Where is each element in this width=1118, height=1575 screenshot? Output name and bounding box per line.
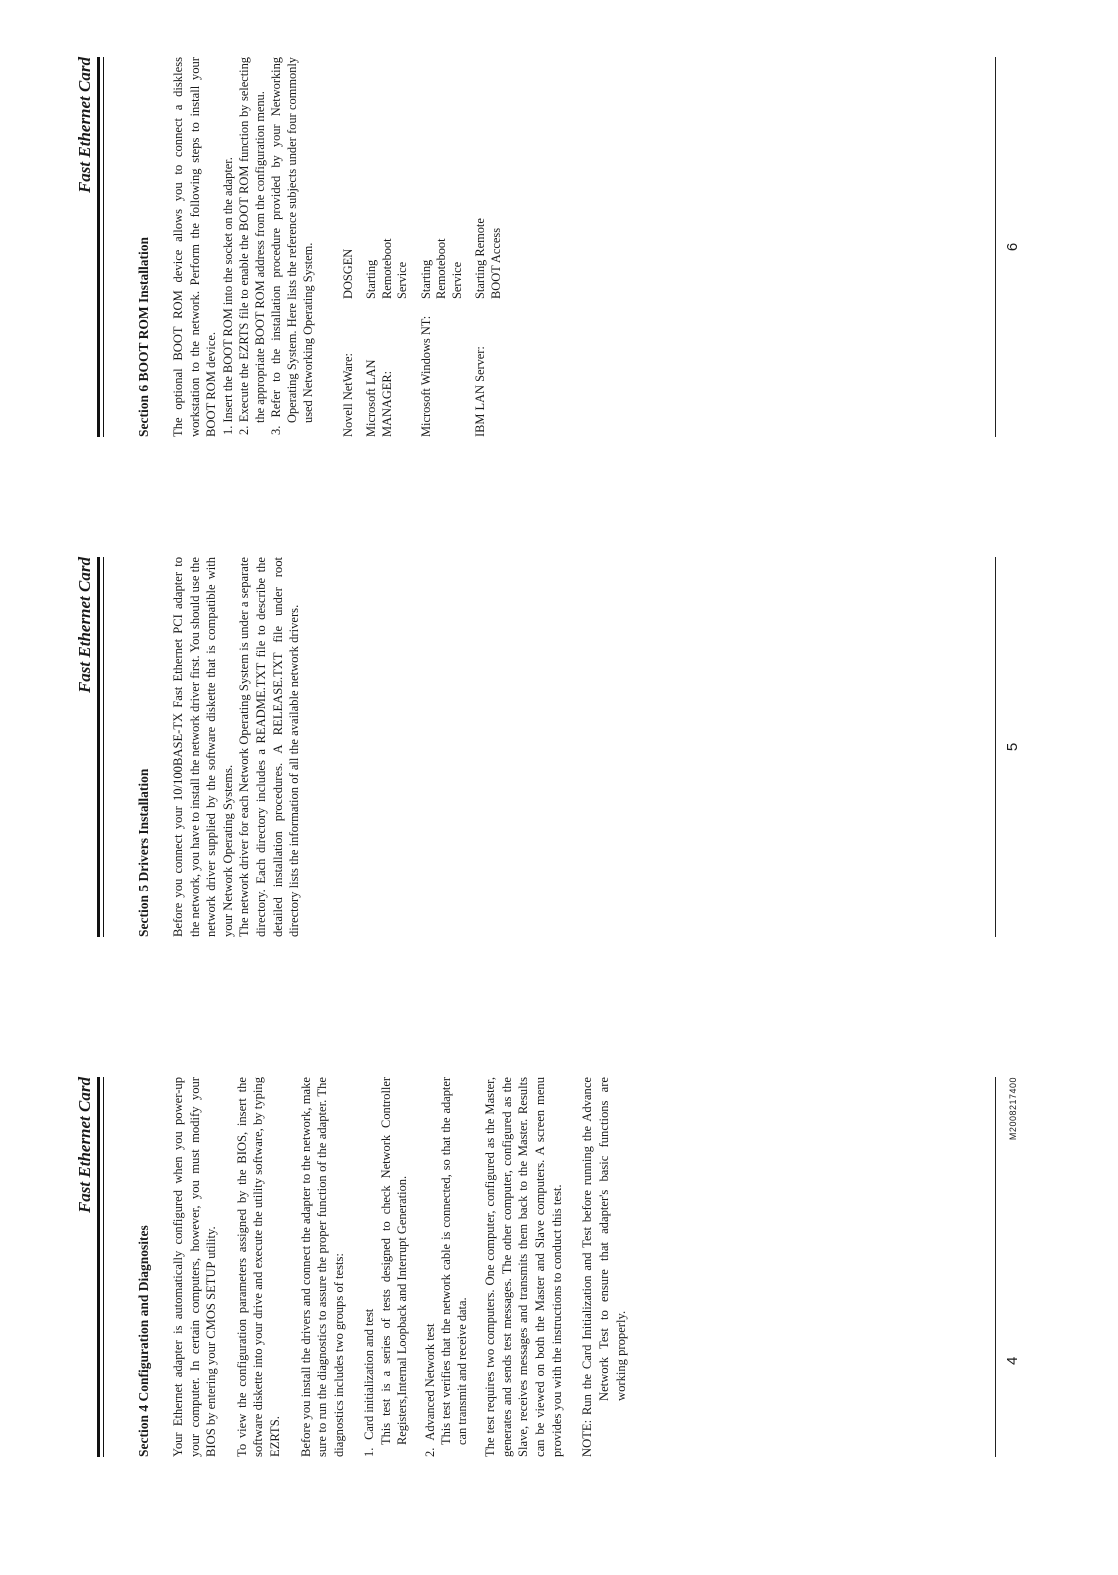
page-footer: [995, 1077, 1036, 1457]
step-item: 3. Refer to the installation procedure provided by your Networking Operating System. Here lists the reference subjects under four commonly used Networking Operating System.: [269, 57, 316, 435]
section-6-title: Section 6 BOOT ROM Installation: [136, 236, 151, 437]
os-name: Novell NetWare:: [340, 353, 355, 437]
paragraph: The optional BOOT ROM device allows you to connect a diskless workstation to the network. Perform the following steps to install your BOOT ROM device.: [171, 57, 219, 437]
page-number: 6: [1004, 242, 1021, 252]
page-header-title: Fast Ethernet Card: [75, 1077, 100, 1457]
section-5-title: Section 5 Drivers Installation: [136, 768, 151, 937]
list-number: 2.: [422, 1447, 437, 1457]
page-number: 5: [1004, 742, 1021, 752]
page-footer: [995, 57, 1036, 437]
os-reference: DOSGEN: [340, 248, 355, 299]
table-row: [341, 203, 365, 437]
list-number: 1.: [362, 1447, 377, 1457]
table-row: [419, 203, 474, 437]
paragraph: To view the configuration parameters assigned by the BIOS, insert the software diskette into your drive and execute the utility software, by typing EZRTS.: [234, 1077, 283, 1457]
step-item: 2. Execute the EZRTS file to enable the BOOT ROM function by selecting the appropriate BOOT ROM address from the configuration menu.: [236, 57, 268, 435]
page-number: 4: [1004, 1356, 1021, 1365]
paragraph: Before you install the drivers and connect the adapter to the network, make sure to run the diagnostics to assure the proper function of the adapter. The diagnostics includes two groups of tests:: [298, 1077, 346, 1457]
page-header-title: Fast Ethernet Card: [75, 57, 100, 437]
list-item-body: This test verifies that the network cable is connected, so that the adapter can transmit and receive data.: [438, 1077, 470, 1445]
list-item-title: Advanced Network test: [422, 1323, 437, 1441]
part-number: M2008217400: [1008, 1077, 1018, 1141]
list-item-title: Card initialization and test: [362, 1308, 377, 1440]
table-row: [364, 203, 419, 437]
step-item: 1. Insert the BOOT ROM into the socket on the adapter.: [220, 157, 235, 435]
os-reference-table: [341, 203, 513, 437]
page-footer: [995, 557, 1036, 937]
list-item-body: This test is a series of tests designed to check Network Controller Registers,Internal Loopback and Interrupt Generation.: [378, 1077, 409, 1445]
paragraph: The network driver for each Network Operating System is under a separate directory. Each directory includes a README.TXT file to describe the detailed installation procedures. A RELEASE.TXT file under root directory lists the information of all the available network drivers.: [237, 557, 302, 937]
os-reference: Starting Remote BOOT Access: [473, 218, 503, 299]
note: NOTE: Run the Card Initialization and Test before running the Advance Network Test to ensure that adapter's basic functions are working properly.: [580, 1077, 628, 1457]
os-name: IBM LAN Server:: [473, 346, 488, 437]
list-item: [422, 1077, 470, 1457]
os-reference: Starting Remoteboot Service: [418, 238, 464, 299]
page-header-title: Fast Ethernet Card: [75, 557, 100, 937]
paragraph: Before you connect your 10/100BASE-TX Fast Ethernet PCI adapter to the network, you have to install the network driver first. You should use the network driver supplied by the software diskette that is compatible with your Network Operating Systems.: [171, 557, 235, 937]
os-reference: Starting Remoteboot Service: [364, 238, 410, 299]
page-6: [75, 57, 1045, 437]
page-4: [75, 1077, 1045, 1457]
paragraph: Your Ethernet adapter is automatically configured when you power-up your computer. In certain computers, however, you must modify your BIOS by entering your CMOS SETUP utility.: [171, 1077, 219, 1457]
list-item: [361, 1077, 409, 1457]
table-row: [473, 203, 512, 437]
os-name: Microsoft Windows NT:: [418, 315, 433, 437]
os-name: Microsoft LAN MANAGER:: [364, 359, 394, 437]
paragraph: The test requires two computers. One computer, configured as the Master, generates and sends test messages. The other computer, configured as the Slave, receives messages and transmits them back to the Master. Results can be viewed on both the Master and Slave computers. A screen menu provides you with the instructions to conduct this test.: [483, 1077, 564, 1457]
page-5: [75, 557, 1045, 937]
section-4-title: Section 4 Configuration and Diagnosites: [136, 1225, 151, 1457]
